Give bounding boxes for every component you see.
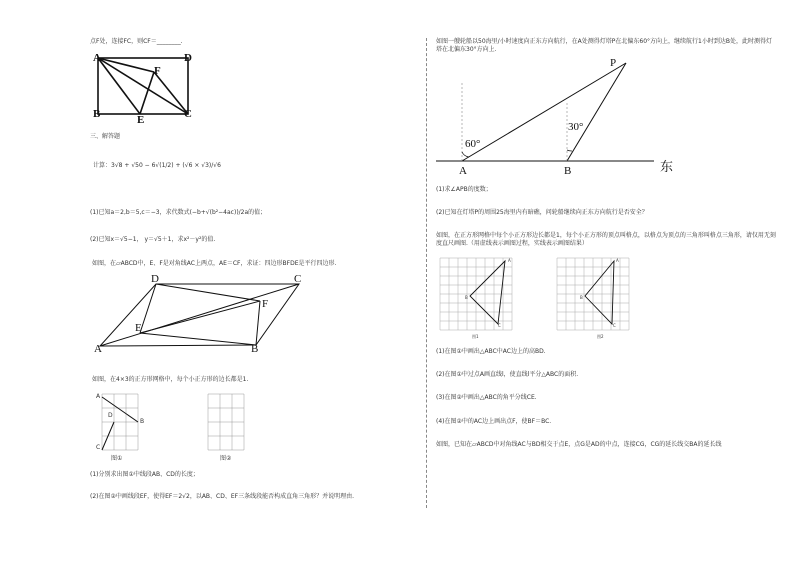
ship-angle-60: 60°	[465, 138, 481, 150]
column-divider	[426, 38, 427, 508]
calc-prefix: 计算：	[93, 162, 112, 169]
fig1-caption: 图1	[472, 334, 479, 339]
grid-question: 如图，在4×3的正方形网格中，每个小正方形的边长都是1.	[92, 376, 249, 383]
eval-question-2: (2)已知x＝√5−1， y＝√5＋1，求x²－y²的值.	[90, 236, 216, 243]
para-label-f: F	[262, 298, 269, 310]
parallelogram-figure	[100, 282, 300, 350]
grid1-label-c: C	[96, 444, 101, 451]
eval-question-1: (1)已知a＝2,b＝5,c＝−3，求代数式(−b+√(b²−4ac))/2a的值；	[90, 209, 267, 216]
lattice1-label-c: C	[498, 323, 501, 328]
lattice-question-1: (1)在图①中画出△ABC中AC边上的高BD.	[436, 348, 546, 355]
parallelogram-question: 如图，在▱ABCD中，E、F是对角线AC上两点，AE＝CF，求证：四边形BFDE是平行四边形.	[92, 260, 337, 267]
ship-label-b: B	[564, 165, 572, 177]
rect-label-b: B	[93, 108, 101, 120]
grid2-caption: 图②	[220, 455, 232, 462]
lattice2-label-b: B	[580, 295, 583, 300]
lattice-figure-2	[557, 258, 637, 330]
ship-label-p: P	[610, 57, 617, 69]
rect-label-f: F	[154, 65, 161, 77]
para-label-c: C	[294, 273, 302, 285]
grid-figure-2	[208, 394, 248, 452]
lattice-question-3: (3)在图②中画出△ABC的角平分线CE.	[436, 394, 537, 401]
para-label-d: D	[151, 273, 159, 285]
ship-label-a: A	[459, 165, 467, 177]
lattice-question-2: (2)在图①中过点A画直线l，使直线l平分△ABC的面积.	[436, 371, 579, 378]
grid1-label-b: B	[140, 418, 145, 425]
calc-question	[93, 162, 221, 170]
lattice-figure-1	[440, 258, 520, 330]
para-label-a: A	[94, 343, 102, 355]
lattice-question-4: (4)在图②中的AC边上画出点F，使BF＝BC.	[436, 418, 552, 425]
fig2-caption: 图2	[597, 334, 604, 339]
lattice2-label-a: A	[616, 258, 619, 263]
grid1-caption: 图①	[111, 455, 123, 462]
calc-expression: 3√8 + √50 − 6√(1/2) + (√6 × √3)/√6	[111, 162, 221, 169]
fold-question-tail: 点F处，连接FC，则CF＝________.	[90, 38, 183, 45]
rect-label-d: D	[184, 52, 192, 64]
ship-figure	[436, 58, 656, 168]
grid-figure-1	[102, 394, 152, 454]
grid-question-2: (2)在图②中画线段EF，使得EF＝2√2，以AB、CD、EF三条线段能否构成直角三角形？并说明理由.	[90, 493, 355, 500]
grid1-label-a: A	[96, 393, 101, 400]
lattice1-label-a: A	[508, 258, 511, 263]
section-title: 三、解答题	[90, 133, 121, 140]
lattice1-label-b: B	[465, 295, 468, 300]
para-label-b: B	[251, 343, 259, 355]
para-label-e: E	[135, 322, 142, 334]
lattice2-label-c: C	[613, 323, 616, 328]
grid1-label-d: D	[108, 412, 113, 419]
rect-label-c: C	[184, 108, 192, 120]
grid-question-1: (1)分别求出图①中线段AB、CD的长度；	[90, 471, 199, 478]
rect-label-a: A	[93, 52, 101, 64]
rect-label-e: E	[137, 114, 145, 126]
lattice-question: 如图，在正方形网格中每个小正方形边长都是1，每个小正方形的顶点叫格点，以格点为顶点的三角形叫格点三角形，请仅用无刻度直尺画图.（用虚线表示画图过程，实线表示画图结果）	[436, 232, 776, 247]
ship-question: 如图一艘轮船以50海里/小时速度向正东方向航行，在A处测得灯塔P在北偏东60°方向上，继续航行1小时到达B处，此时测得灯塔在北偏东30°方向上.	[436, 38, 772, 53]
ship-label-east: 东	[660, 159, 674, 174]
ship-angle-30: 30°	[568, 121, 584, 133]
ship-question-2: (2)已知在灯塔P的周围25海里内有暗礁，问轮船继续向正东方向航行是否安全？	[436, 209, 648, 216]
ship-question-1: (1)求∠APB的度数；	[436, 186, 492, 193]
last-question: 如图，已知在▱ABCD中对角线AC与BD相交于点E，点G是AD的中点，连接CG，CG的延长线交BA的延长线	[436, 441, 722, 448]
